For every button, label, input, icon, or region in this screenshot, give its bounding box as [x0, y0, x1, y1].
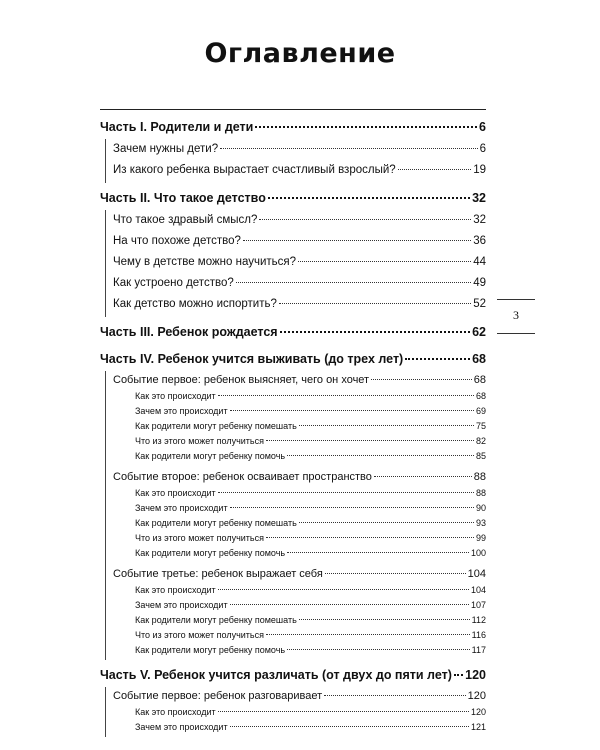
toc-part-page: 32 [472, 191, 486, 205]
toc-chapter-label: Что такое здравый смысл? [113, 214, 258, 226]
toc-chapter[interactable] [113, 294, 486, 315]
toc-chapter-page: 44 [473, 256, 486, 268]
toc-subsection[interactable] [113, 434, 486, 449]
dot-leader [454, 674, 463, 676]
toc-event[interactable] [113, 687, 486, 705]
page-number-rule-bottom [497, 333, 535, 334]
toc-chapter-page: 36 [473, 235, 486, 247]
toc-part-page: 68 [472, 352, 486, 366]
toc-part-label: Часть I. Родители и дети [100, 120, 254, 134]
toc-event-group [113, 687, 486, 735]
dot-leader [287, 455, 474, 456]
toc-event-page: 104 [467, 568, 486, 580]
dot-leader [299, 619, 470, 620]
toc-subsection-page: 90 [475, 503, 486, 513]
dot-leader [218, 711, 469, 712]
toc-subsection-page: 117 [471, 645, 486, 655]
toc-subsection[interactable] [113, 613, 486, 628]
toc-subsection-page: 112 [471, 615, 486, 625]
toc-event[interactable] [113, 468, 486, 486]
toc-part-label: Часть IV. Ребенок учится выживать (до трех лет) [100, 352, 404, 366]
toc-chapter-label: Как устроено детство? [113, 277, 234, 289]
toc-subsection-label: Зачем это происходит [135, 406, 228, 416]
toc-subsection-page: 99 [475, 533, 486, 543]
toc-chapter-page: 32 [473, 214, 486, 226]
toc-subsection-label: Зачем это происходит [135, 600, 228, 610]
dot-leader [299, 522, 474, 523]
dot-leader [287, 649, 470, 650]
toc-part[interactable] [100, 347, 486, 371]
toc-subsection-label: Как родители могут ребенку помочь [135, 645, 286, 655]
toc-chapter-label: Чему в детстве можно научиться? [113, 256, 297, 268]
dot-leader [371, 379, 472, 380]
toc-event-page: 120 [467, 690, 486, 702]
toc-part[interactable] [100, 115, 486, 139]
dot-leader [230, 604, 469, 605]
toc-subsection-label: Как родители могут ребенку помочь [135, 548, 286, 558]
toc-subsection-label: Зачем это происходит [135, 503, 228, 513]
dot-leader [236, 282, 471, 283]
toc-chapter-page: 52 [473, 298, 486, 310]
toc-subsection[interactable] [113, 546, 486, 561]
toc-chapter-page: 19 [473, 164, 486, 176]
toc-part-label: Часть II. Что такое детство [100, 191, 266, 205]
toc-event-group [113, 468, 486, 561]
toc-subsection-label: Как это происходит [135, 391, 216, 401]
toc-chapter[interactable] [113, 231, 486, 252]
toc-chapter-label: Зачем нужны дети? [113, 143, 219, 155]
toc-subsection[interactable] [113, 583, 486, 598]
dot-leader [266, 634, 470, 635]
dot-leader [299, 425, 474, 426]
toc-subsection-label: Зачем это происходит [135, 722, 228, 732]
page-title: Оглавление [204, 38, 396, 69]
dot-leader [398, 169, 472, 170]
dot-leader [220, 148, 477, 149]
toc-subsection-page: 107 [470, 600, 486, 610]
toc-event-page: 88 [473, 471, 486, 483]
toc-subsection-page: 93 [475, 518, 486, 528]
toc-subsection-label: Как это происходит [135, 488, 216, 498]
toc-subsection[interactable] [113, 419, 486, 434]
toc-part[interactable] [100, 663, 486, 687]
toc-subsection-page: 100 [470, 548, 486, 558]
toc-subsection-label: Что из этого может получиться [135, 436, 264, 446]
toc-chapter-label: Из какого ребенка вырастает счастливый взрослый? [113, 164, 396, 176]
dot-leader [266, 537, 474, 538]
toc-subsection-label: Как это происходит [135, 585, 216, 595]
toc-part[interactable] [100, 320, 486, 344]
toc-subsection-page: 85 [475, 451, 486, 461]
toc-subsection[interactable] [113, 449, 486, 464]
toc-subsection-label: Как родители могут ребенку помочь [135, 451, 286, 461]
dot-leader [374, 476, 472, 477]
table-of-contents [100, 115, 486, 737]
top-rule [100, 109, 486, 110]
toc-subsection[interactable] [113, 598, 486, 613]
toc-subsection-label: Как родители могут ребенку помешать [135, 421, 297, 431]
page-number: 3 [513, 308, 519, 322]
toc-subsection[interactable] [113, 486, 486, 501]
toc-chapter[interactable] [113, 210, 486, 231]
toc-subsection-label: Что из этого может получиться [135, 630, 264, 640]
toc-chapter-page: 6 [479, 143, 486, 155]
toc-section-block [105, 210, 486, 317]
page-number-rule-top [497, 299, 535, 300]
dot-leader [230, 726, 469, 727]
toc-subsection-page: 121 [470, 722, 486, 732]
toc-subsection-page: 68 [475, 391, 486, 401]
toc-subsection[interactable] [113, 628, 486, 643]
toc-event[interactable] [113, 565, 486, 583]
toc-event-label: Событие первое: ребенок разговаривает [113, 690, 323, 702]
dot-leader [279, 303, 471, 304]
toc-event-group [113, 371, 486, 464]
toc-subsection-label: Что из этого может получиться [135, 533, 264, 543]
dot-leader [218, 492, 474, 493]
dot-leader [268, 197, 470, 199]
toc-subsection-page: 88 [475, 488, 486, 498]
toc-subsection-page: 75 [475, 421, 486, 431]
dot-leader [325, 573, 466, 574]
toc-subsection-page: 116 [471, 630, 486, 640]
toc-subsection[interactable] [113, 516, 486, 531]
dot-leader [230, 507, 474, 508]
toc-part-label: Часть III. Ребенок рождается [100, 325, 278, 339]
toc-chapter[interactable] [113, 160, 486, 181]
toc-part-label: Часть V. Ребенок учится различать (от двух до пяти лет) [100, 668, 452, 682]
dot-leader [230, 410, 474, 411]
dot-leader [218, 589, 469, 590]
toc-part-page: 120 [465, 668, 486, 682]
toc-subsection[interactable] [113, 501, 486, 516]
dot-leader [255, 126, 477, 128]
toc-subsection[interactable] [113, 720, 486, 735]
toc-subsection[interactable] [113, 531, 486, 546]
toc-chapter-label: Как детство можно испортить? [113, 298, 277, 310]
dot-leader [287, 552, 469, 553]
toc-subsection[interactable] [113, 705, 486, 720]
toc-chapter-page: 49 [473, 277, 486, 289]
toc-part[interactable] [100, 186, 486, 210]
dot-leader [218, 395, 474, 396]
dot-leader [405, 358, 470, 360]
toc-event-label: Событие первое: ребенок выясняет, чего он хочет [113, 374, 370, 386]
toc-part-page: 6 [479, 120, 486, 134]
dot-leader [298, 261, 471, 262]
toc-subsection-page: 104 [470, 585, 486, 595]
dot-leader [243, 240, 471, 241]
toc-subsection[interactable] [113, 389, 486, 404]
toc-chapter[interactable] [113, 273, 486, 294]
toc-subsection-page: 120 [470, 707, 486, 717]
toc-section-block [105, 139, 486, 183]
toc-event-page: 68 [473, 374, 486, 386]
dot-leader [266, 440, 474, 441]
toc-subsection[interactable] [113, 404, 486, 419]
toc-event-group [113, 565, 486, 658]
toc-subsection-label: Как это происходит [135, 707, 216, 717]
toc-chapter[interactable] [113, 139, 486, 160]
dot-leader [324, 695, 466, 696]
toc-section-block [105, 687, 486, 737]
toc-subsection-page: 82 [475, 436, 486, 446]
toc-subsection-page: 69 [475, 406, 486, 416]
toc-part-page: 62 [472, 325, 486, 339]
toc-chapter[interactable] [113, 252, 486, 273]
toc-section-block [105, 371, 486, 660]
dot-leader [280, 331, 471, 333]
dot-leader [259, 219, 471, 220]
toc-subsection-label: Как родители могут ребенку помешать [135, 615, 297, 625]
toc-event[interactable] [113, 371, 486, 389]
toc-subsection-label: Как родители могут ребенку помешать [135, 518, 297, 528]
toc-chapter-label: На что похоже детство? [113, 235, 241, 247]
toc-event-label: Событие второе: ребенок осваивает пространство [113, 471, 372, 483]
toc-subsection[interactable] [113, 643, 486, 658]
toc-event-label: Событие третье: ребенок выражает себя [113, 568, 323, 580]
